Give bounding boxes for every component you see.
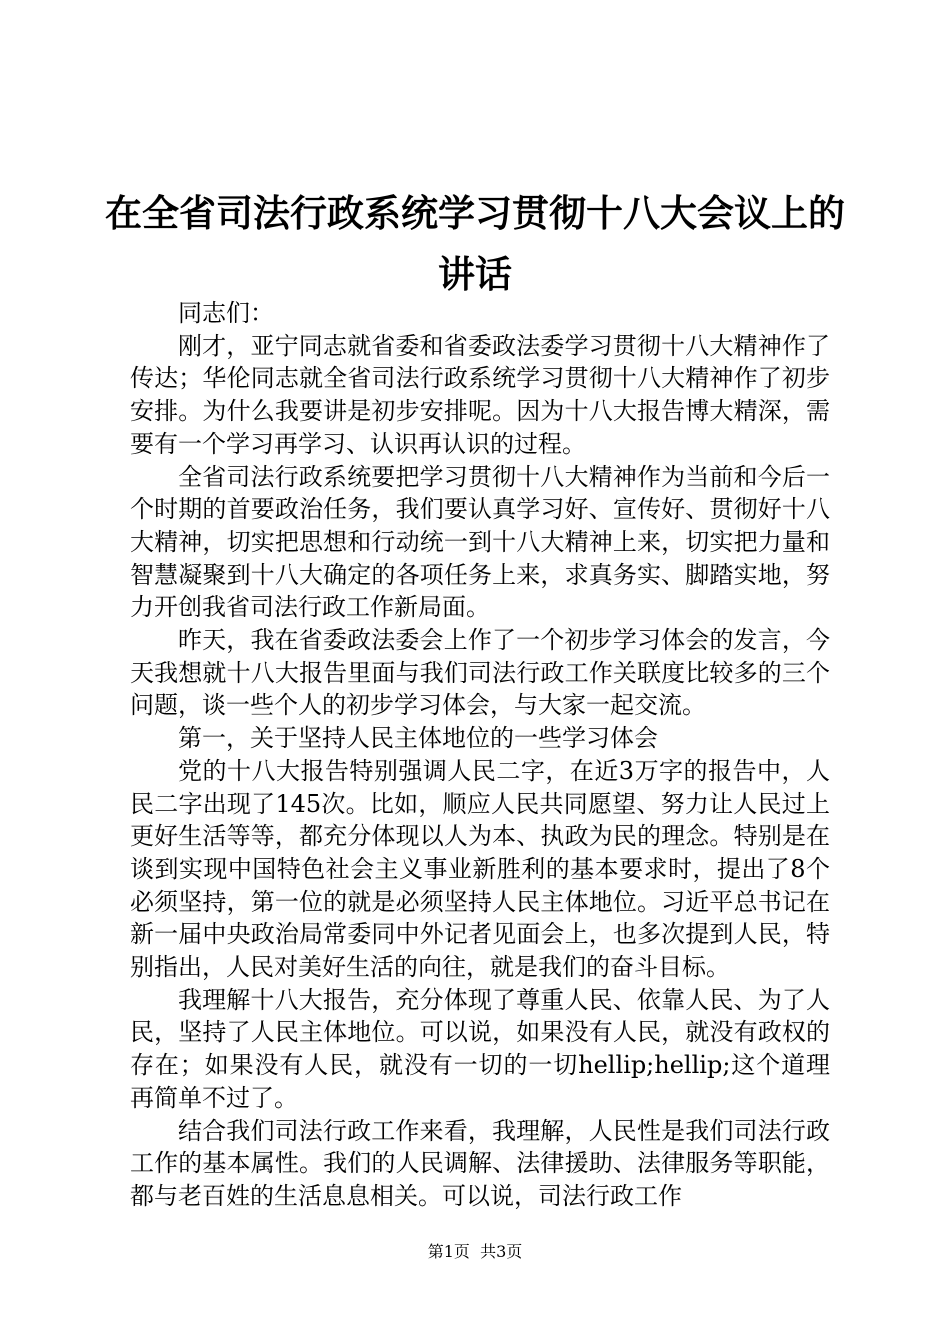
- paragraph: 全省司法行政系统要把学习贯彻十八大精神作为当前和今后一个时期的首要政治任务，我们要认真学习好、宣传好、贯彻好十八大精神，切实把思想和行动统一到十八大精神上来，切实把力量和智慧凝聚到十八大确定的各项任务上来，求真务实、脚踏实地，努力开创我省司法行政工作新局面。: [130, 462, 830, 622]
- paragraph-salutation: 同志们：: [178, 299, 274, 327]
- paragraph: 党的十八大报告特别强调人民二字，在近3万字的报告中，人民二字出现了145次。比如，顺应人民共同愿望、努力让人民过上更好生活等等，都充分体现以人为本、执政为民的理念。特别是在谈到实现中国特色社会主义事业新胜利的基本要求时，提出了8个必须坚持，第一位的就是必须坚持人民主体地位。习近平总书记在新一届中央政治局常委同中外记者见面会上，也多次提到人民，特别指出，人民对美好生活的向往，就是我们的奋斗目标。: [130, 756, 830, 982]
- paragraph: 结合我们司法行政工作来看，我理解，人民性是我们司法行政工作的基本属性。我们的人民调解、法律援助、法律服务等职能，都与老百姓的生活息息相关。可以说，司法行政工作: [130, 1116, 830, 1210]
- paragraph: 我理解十八大报告，充分体现了尊重人民、依靠人民、为了人民，坚持了人民主体地位。可以说，如果没有人民，就没有政权的存在；如果没有人民，就没有一切的一切hellip;hellip;这个道理再简单不过了。: [130, 985, 830, 1112]
- paragraph: 刚才，亚宁同志就省委和省委政法委学习贯彻十八大精神作了传达；华伦同志就全省司法行政系统学习贯彻十八大精神作了初步安排。为什么我要讲是初步安排呢。因为十八大报告博大精深，需要有一个学习再学习、认识再认识的过程。: [130, 331, 830, 458]
- document-title: 在全省司法行政系统学习贯彻十八大会议上的讲话: [105, 191, 845, 296]
- document-body: [130, 297, 830, 1213]
- footer-separator: [470, 1242, 480, 1261]
- page-number: 第1页: [427, 1242, 470, 1261]
- page-total: 共3页: [480, 1242, 523, 1261]
- section-heading: 第一，关于坚持人民主体地位的一些学习体会: [178, 724, 658, 753]
- paragraph: 昨天，我在省委政法委会上作了一个初步学习体会的发言，今天我想就十八大报告里面与我们司法行政工作关联度比较多的三个问题，谈一些个人的初步学习体会，与大家一起交流。: [130, 626, 830, 720]
- page-footer: [0, 1242, 950, 1262]
